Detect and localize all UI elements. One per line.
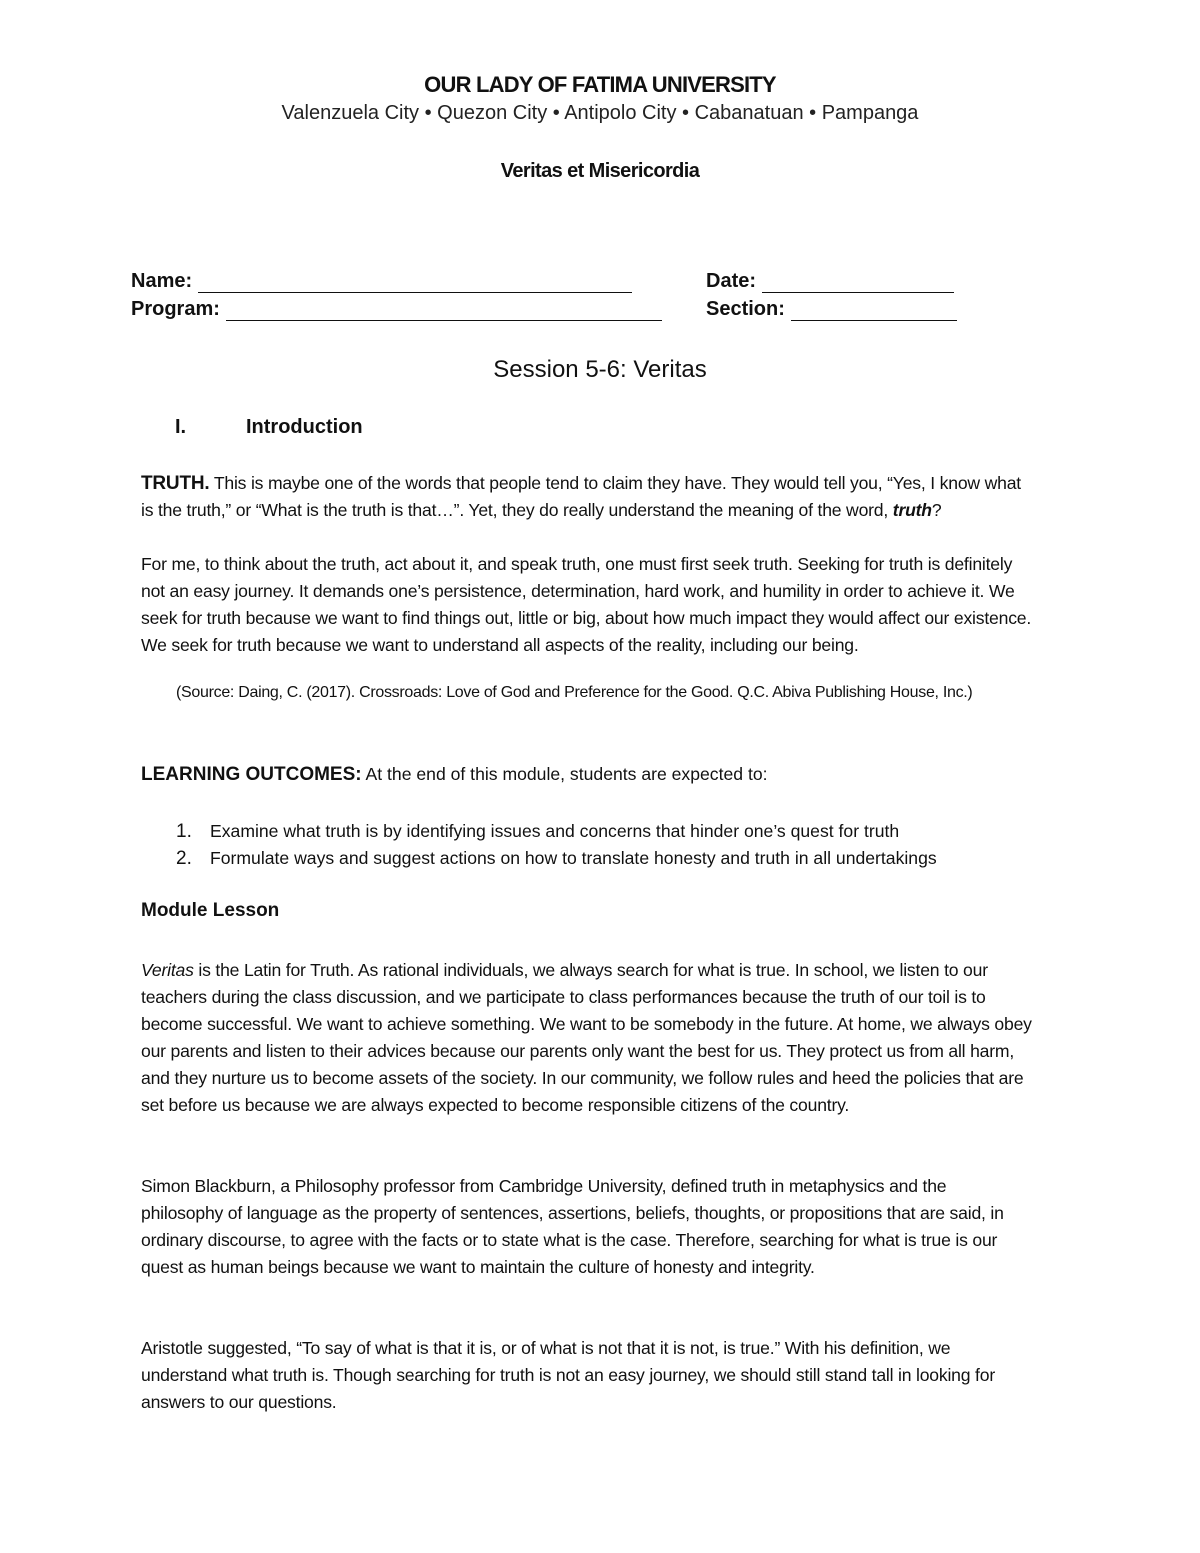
university-name: OUR LADY OF FATIMA UNIVERSITY <box>424 72 776 97</box>
list-item-number: 1. <box>176 821 192 842</box>
truth-emphasis: truth <box>892 500 932 520</box>
section-blank-line[interactable] <box>791 302 957 321</box>
date-blank-line[interactable] <box>762 274 954 293</box>
intro-p1-text: This is maybe one of the words that people tend to claim they have. They would tell you, “Yes, I know what is the truth,” or “What is the truth is that…”. Yet, they do really understand the meaning of the word, <box>141 473 1021 520</box>
list-item <box>176 818 1056 845</box>
module-paragraph-3: Aristotle suggested, “To say of what is that it is, or of what is not that it is not, is true.” With his definition, we understand what truth is. Though searching for truth is not an easy journey, we should still stand tall in looking for answers to our questions. <box>141 1338 995 1412</box>
outcomes-list <box>176 818 1056 872</box>
veritas-emphasis: Veritas <box>141 960 194 980</box>
list-item-text: Examine what truth is by identifying issues and concerns that hinder one’s quest for truth <box>210 821 900 841</box>
section-label: Section: <box>706 298 785 320</box>
intro-p1-end: ? <box>931 500 942 520</box>
module-paragraph-1 <box>141 957 1033 1119</box>
date-label: Date: <box>706 270 757 292</box>
intro-paragraph-2: For me, to think about the truth, act about it, and speak truth, one must first seek truth. Seeking for truth is definitely not an easy journey. It demands one’s persistence, determination, hard work, and humility in order to achieve it. We seek for truth because we want to find things out, little or big, about how much impact they would affect our existence. We seek for truth because we want to understand all aspects of the reality, including our being. <box>141 554 1032 655</box>
learning-outcomes <box>141 764 768 786</box>
source-citation: (Source: Daing, C. (2017). Crossroads: Love of God and Preference for the Good. Q.C. Abiva Publishing House, Inc.) <box>176 684 973 701</box>
truth-lead: TRUTH. <box>141 473 210 494</box>
session-title: Session 5-6: Veritas <box>493 356 707 383</box>
campus-list: Valenzuela City • Quezon City • Antipolo City • Cabanatuan • Pampanga <box>281 102 919 124</box>
name-blank-line[interactable] <box>198 274 632 293</box>
module-lesson-heading: Module Lesson <box>141 900 280 921</box>
university-motto: Veritas et Misericordia <box>500 160 700 182</box>
program-label: Program: <box>131 298 220 320</box>
section-field <box>706 298 957 321</box>
intro-paragraph-1 <box>141 470 1033 524</box>
list-item-text: Formulate ways and suggest actions on how to translate honesty and truth in all undertakings <box>210 848 937 868</box>
program-field <box>131 298 662 321</box>
list-item <box>176 845 1056 872</box>
name-field <box>131 270 632 293</box>
list-item-number: 2. <box>176 848 192 869</box>
learning-outcomes-intro: At the end of this module, students are expected to: <box>361 764 768 784</box>
module-paragraph-2: Simon Blackburn, a Philosophy professor from Cambridge University, defined truth in metaphysics and the philosophy of language as the property of sentences, assertions, beliefs, thoughts, or propositions that are said, in ordinary discourse, to agree with the facts or to state what is the case. Therefore, searching for what is true is our quest as human beings because we want to maintain the culture of honesty and integrity. <box>141 1176 1004 1277</box>
learning-outcomes-label: LEARNING OUTCOMES: <box>141 764 362 785</box>
intro-heading: Introduction <box>246 416 363 438</box>
intro-numeral: I. <box>175 416 187 438</box>
name-label: Name: <box>131 270 193 292</box>
date-field <box>706 270 954 293</box>
module-p1-text: is the Latin for Truth. As rational individuals, we always search for what is true. In school, we listen to our teachers during the class discussion, and we participate to class performances because the truth of our toil is to become successful. We want to achieve something. We want to be somebody in the future. At home, we always obey our parents and listen to their advices because our parents only want the best for us. They protect us from all harm, and they nurture us to become assets of the society. In our community, we follow rules and heed the policies that are set before us because we are always expected to become responsible citizens of the country. <box>141 960 1032 1115</box>
program-blank-line[interactable] <box>226 302 662 321</box>
